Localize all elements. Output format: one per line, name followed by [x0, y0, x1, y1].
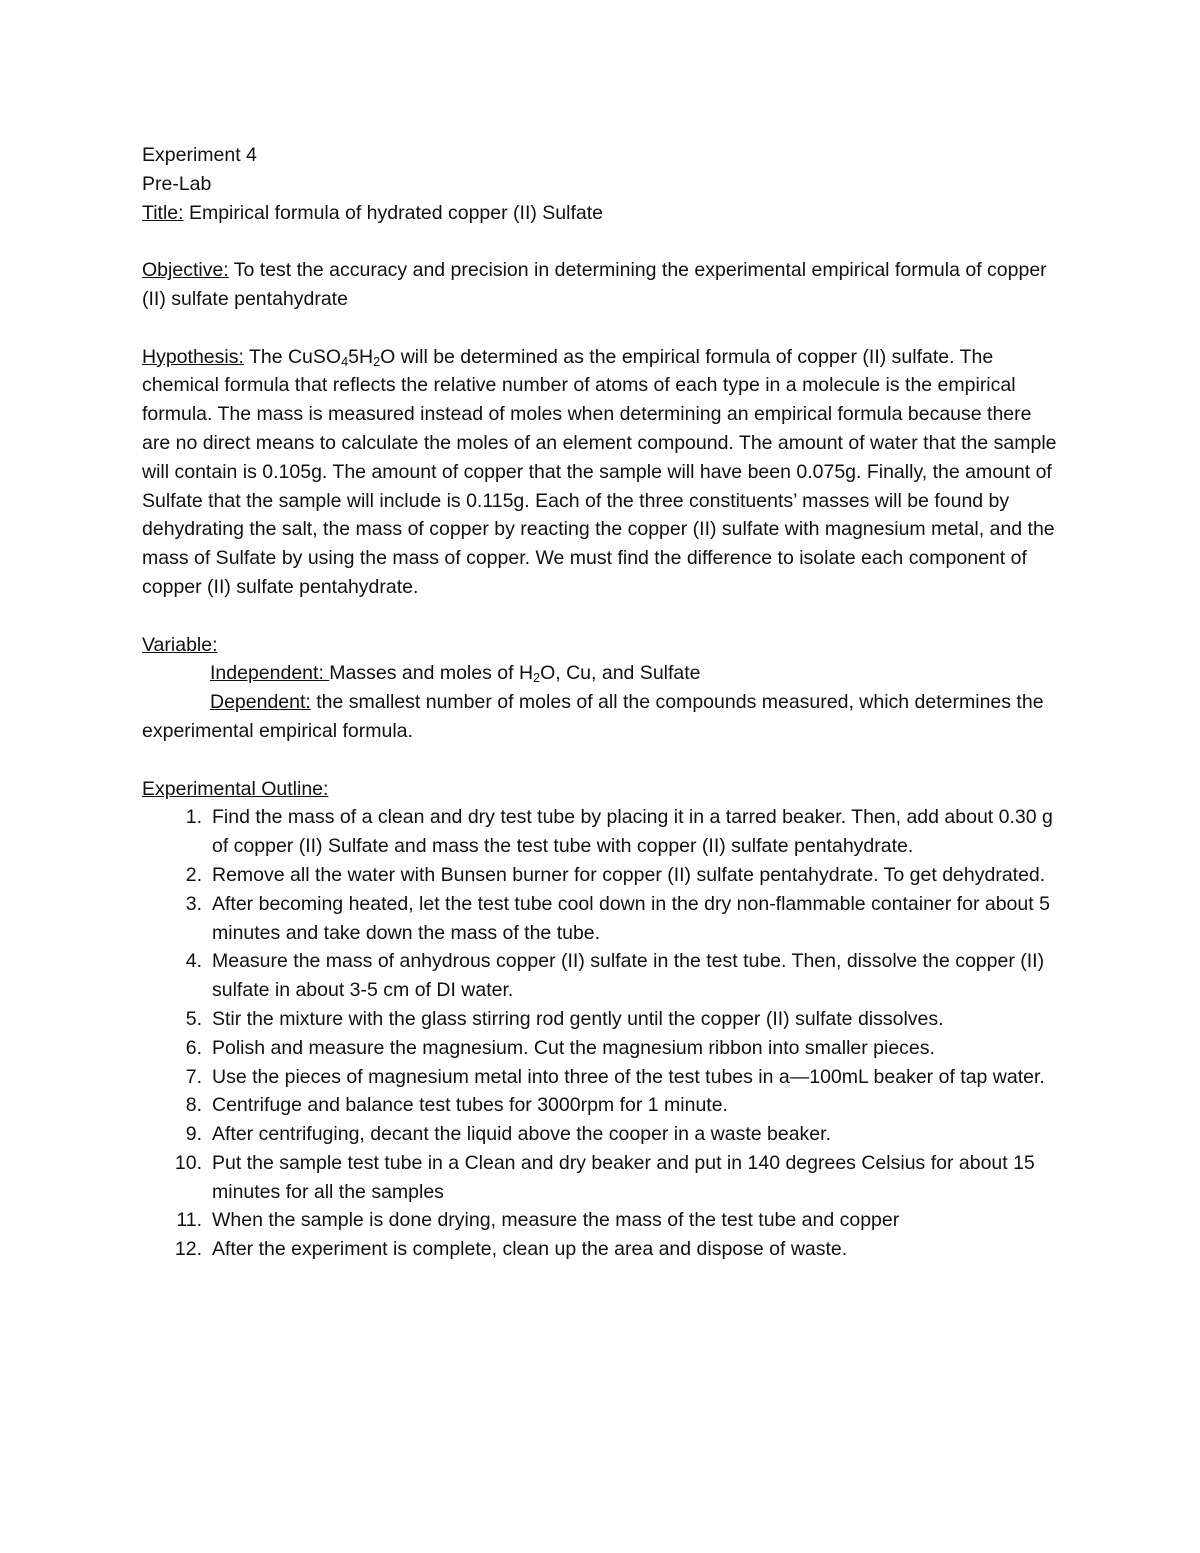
step-text: Use the pieces of magnesium metal into three of the test tubes in a—100mL beaker of tap water.: [212, 1065, 1045, 1088]
step-text: Put the sample test tube in a Clean and dry beaker and put in 140 degrees Celsius for about 15 minutes for all the samples: [212, 1151, 1035, 1203]
list-item: [142, 861, 1062, 890]
step-number: 3.: [185, 892, 202, 915]
list-item: [142, 1120, 1062, 1149]
list-item: [142, 1091, 1062, 1120]
spacer: [142, 227, 1062, 256]
step-text: Polish and measure the magnesium. Cut the magnesium ribbon into smaller pieces.: [212, 1036, 935, 1059]
outline-steps: [142, 803, 1062, 1264]
list-item: [142, 947, 1062, 1005]
objective-text: To test the accuracy and precision in determining the experimental empirical formula of copper (II) sulfate pentahydrate: [142, 259, 1047, 310]
step-text: After the experiment is complete, clean up the area and dispose of waste.: [212, 1238, 848, 1261]
independent-text: Masses and moles of H: [329, 662, 534, 685]
step-number: 8.: [185, 1094, 202, 1117]
independent-text: O, Cu, and Sulfate: [540, 662, 701, 685]
independent-variable: [142, 659, 1062, 688]
independent-subscript: 2: [533, 671, 541, 686]
spacer: [142, 746, 1062, 775]
spacer: [142, 602, 1062, 631]
step-text: When the sample is done drying, measure the mass of the test tube and copper: [212, 1209, 900, 1232]
step-number: 12.: [174, 1238, 202, 1261]
formula-part: O: [380, 345, 396, 368]
step-text: Centrifuge and balance test tubes for 3000rpm for 1 minute.: [212, 1094, 728, 1117]
variable-heading: [142, 631, 1062, 660]
step-number: 6.: [185, 1036, 202, 1059]
list-item: [142, 1235, 1062, 1264]
list-item: [142, 1149, 1062, 1207]
list-item: [142, 890, 1062, 948]
step-number: 1.: [185, 806, 202, 829]
title-text: Empirical formula of hydrated copper (II) Sulfate: [183, 201, 603, 224]
title-line: [142, 199, 1062, 228]
step-number: 9.: [185, 1123, 202, 1146]
step-text: After centrifuging, decant the liquid above the cooper in a waste beaker.: [212, 1123, 831, 1146]
step-number: 10.: [174, 1151, 202, 1174]
dependent-label: Dependent:: [210, 691, 311, 714]
step-text: Remove all the water with Bunsen burner for copper (II) sulfate pentahydrate. To get dehydrated.: [212, 863, 1046, 886]
step-number: 4.: [185, 950, 202, 973]
spacer: [142, 314, 1062, 343]
list-item: [142, 1005, 1062, 1034]
step-number: 11.: [176, 1209, 202, 1232]
independent-label: Independent:: [210, 662, 330, 685]
formula-part: 5H: [348, 345, 374, 368]
list-item: [142, 1063, 1062, 1092]
outline-heading: [142, 775, 1062, 804]
prelab-heading: Pre-Lab: [142, 172, 212, 195]
hypothesis-label: Hypothesis:: [142, 345, 244, 368]
formula-subscript: 2: [373, 354, 381, 369]
dependent-text: the smallest number of moles of all the compounds measured, which determines the experimental empirical formula.: [142, 691, 1044, 742]
objective-label: Objective:: [142, 259, 229, 282]
step-text: After becoming heated, let the test tube cool down in the dry non-flammable container for about 5 minutes and take down the mass of the tube.: [212, 892, 1050, 944]
hypothesis-paragraph: [142, 343, 1062, 602]
step-number: 7.: [185, 1065, 202, 1088]
step-number: 5.: [185, 1007, 202, 1030]
list-item: [142, 803, 1062, 861]
hypothesis-text: will be determined as the empirical formula of copper (II) sulfate. The chemical formula that reflects the relative number of atoms of each type in a molecule is the empirical formula. The mass is measured instead of moles when determining an empirical formula because there are no direct means to calculate the moles of an element compound. The amount of water that the sample will contain is 0.105g. The amount of copper that the sample will have been 0.075g. Finally, the amount of Sulfate that the sample will include is 0.115g. Each of the three constituents’ masses will be found by dehydrating the salt, the mass of copper by reacting the copper (II) sulfate with magnesium metal, and the mass of Sulfate by using the mass of copper. We must find the difference to isolate each component of copper (II) sulfate pentahydrate.: [142, 345, 1057, 598]
document-page: [142, 141, 1062, 1264]
step-text: Find the mass of a clean and dry test tube by placing it in a tarred beaker. Then, add about 0.30 g of copper (II) Sulfate and mass the test tube with copper (II) sulfate pentahydrate.: [212, 806, 1053, 858]
dependent-variable: [142, 688, 1062, 746]
step-text: Measure the mass of anhydrous copper (II) sulfate in the test tube. Then, dissolve the copper (II) sulfate in about 3-5 cm of DI water.: [212, 950, 1045, 1002]
outline-label: Experimental Outline:: [142, 777, 329, 800]
list-item: [142, 1034, 1062, 1063]
formula-part: The CuSO: [243, 345, 342, 368]
step-text: Stir the mixture with the glass stirring rod gently until the copper (II) sulfate dissolves.: [212, 1007, 944, 1030]
formula-subscript: 4: [341, 354, 349, 369]
list-item: [142, 1206, 1062, 1235]
objective-paragraph: [142, 256, 1062, 314]
experiment-number: Experiment 4: [142, 144, 257, 166]
variable-label: Variable:: [142, 633, 218, 656]
title-label: Title:: [142, 201, 184, 224]
step-number: 2.: [185, 863, 202, 886]
